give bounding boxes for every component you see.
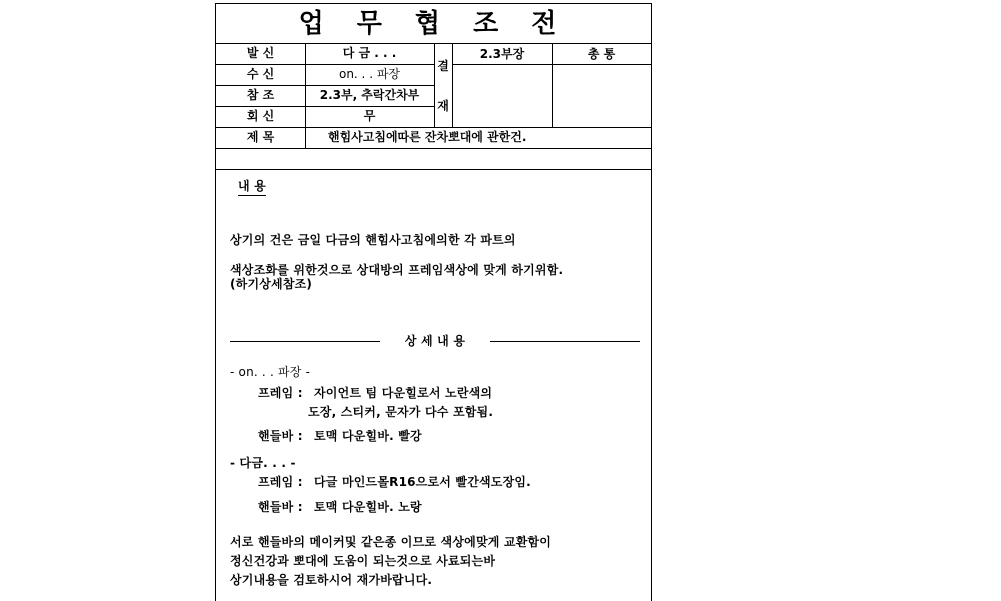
- subject-label: 제 목: [246, 130, 275, 144]
- detail-rule-right: [490, 341, 640, 342]
- content-paragraph: (하기상세참조): [230, 277, 313, 291]
- header-row-divider: [216, 64, 434, 65]
- document-title: 업 무 협 조 전: [298, 9, 569, 39]
- group-1-handle-value: 토맥 다운힐바. 빨강: [314, 429, 422, 443]
- reply-value: 무: [363, 109, 376, 123]
- value-column-divider: [434, 43, 435, 127]
- approver-2-title: 총 통: [587, 47, 616, 61]
- group-2-title: - 다금. . . -: [230, 456, 296, 470]
- detail-rule-left: [230, 341, 380, 342]
- closing-line: 정신건강과 뽀대에 도움이 되는것으로 사료되는바: [230, 554, 496, 568]
- group-1-handle-label: 핸들바 :: [258, 429, 303, 443]
- header-row-divider: [216, 106, 434, 107]
- approval-label-top: 결: [437, 59, 449, 73]
- closing-line: 상기내용을 검토하시어 재가바랍니다.: [230, 573, 433, 587]
- from-label: 발 신: [246, 46, 275, 60]
- approver-2-signature-box[interactable]: [553, 65, 650, 126]
- subject-value: 핸힘사고침에따른 잔차뽀대에 관한건.: [328, 130, 527, 144]
- approver-1-title: 2.3부장: [479, 47, 525, 61]
- content-paragraph: 색상조화를 위한것으로 상대방의 프레임색상에 맞게 하기위함.: [230, 263, 564, 277]
- detail-section-divider: [230, 334, 640, 348]
- ref-value: 2.3부, 추락간차부: [319, 88, 420, 102]
- header-row-divider: [216, 127, 651, 128]
- header-row-divider: [216, 148, 651, 149]
- group-2-frame-label: 프레임 :: [258, 475, 303, 489]
- group-2-frame-value: 다글 마인드몰R16으로서 빨간색도장임.: [314, 475, 531, 489]
- approval-label-bottom: 재: [437, 99, 449, 113]
- reply-label: 회 신: [246, 109, 275, 123]
- cooperation-memo-form: [215, 3, 652, 601]
- from-value: 다 금 . . .: [342, 46, 397, 60]
- to-value: on. . . 파장: [338, 67, 401, 81]
- content-paragraph: 상기의 건은 금일 다금의 핸힘사고침에의한 각 파트의: [230, 233, 516, 247]
- to-label: 수 신: [246, 67, 275, 81]
- group-1-frame-label: 프레임 :: [258, 386, 303, 400]
- ref-label: 참 조: [246, 88, 275, 102]
- group-1-frame-line: 도장, 스티커, 문자가 다수 포함됨.: [308, 405, 494, 419]
- content-heading: 내 용: [238, 179, 266, 196]
- group-1-frame-line: 자이언트 팀 다운힐로서 노란색의: [314, 386, 493, 400]
- closing-line: 서로 핸들바의 메이커및 같은종 이므로 색상에맞게 교환함이: [230, 535, 552, 549]
- detail-section-title: 상 세 내 용: [404, 334, 466, 348]
- group-1-title: - on. . . 파장 -: [230, 365, 311, 379]
- approver-1-signature-box[interactable]: [453, 65, 551, 126]
- group-2-handle-label: 핸들바 :: [258, 500, 303, 514]
- header-bottom-border: [216, 169, 651, 170]
- header-row-divider: [216, 85, 434, 86]
- group-2-handle-value: 토맥 다운힐바. 노랑: [314, 500, 422, 514]
